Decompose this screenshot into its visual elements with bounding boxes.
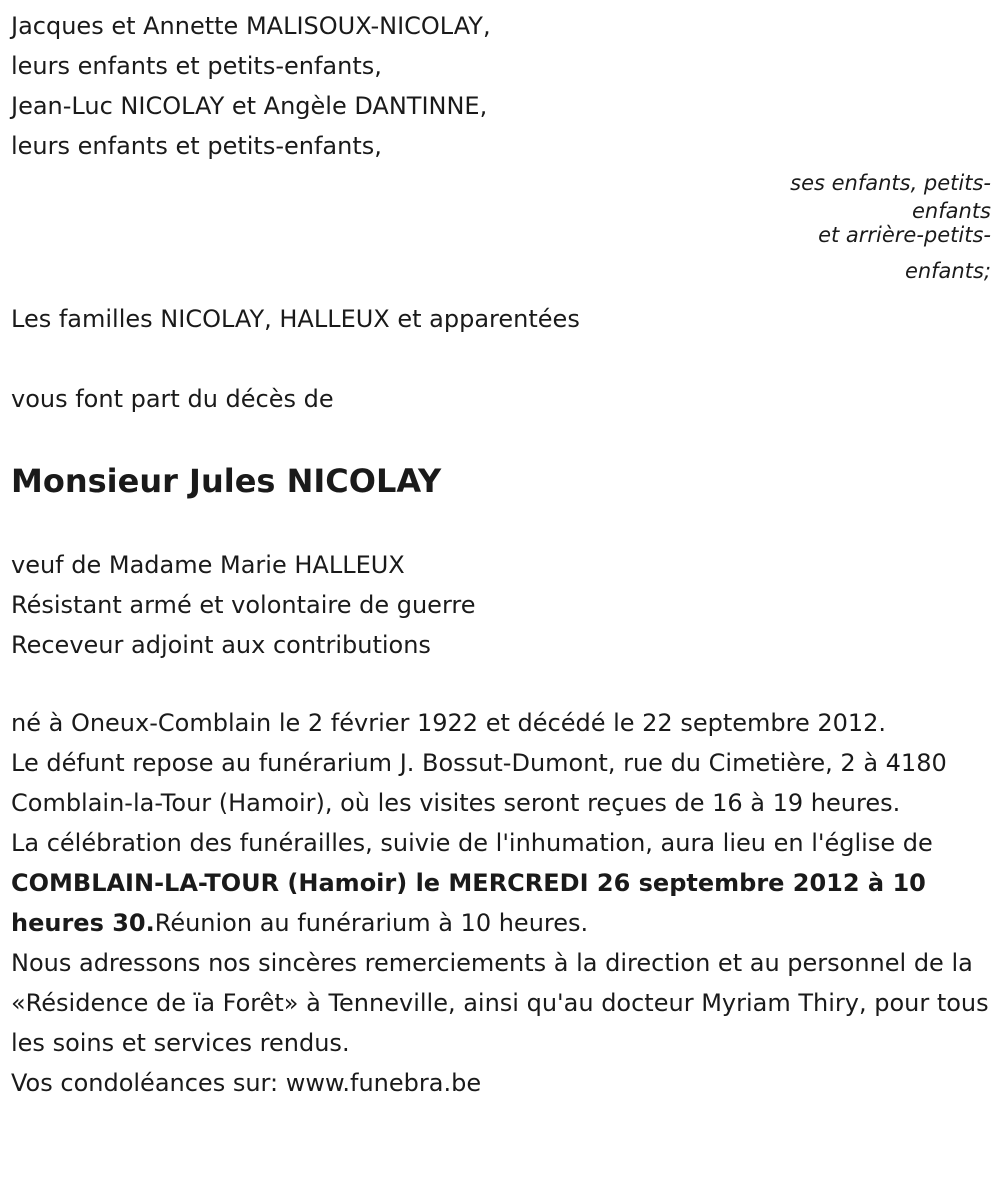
deceased-titles — [11, 545, 991, 665]
thanks-paragraph: Nous adressons nos sincères remerciements à la direction et au personnel de la «Résidence de ïa Forêt» à Tenneville, ainsi qu'au docteur Myriam Thiry, pour tous les soins et services rendus. — [11, 949, 989, 1057]
ceremony-date-place: COMBLAIN-LA-TOUR (Hamoir) le MERCREDI 26 septembre 2012 à 10 heures 30. — [11, 869, 926, 937]
ceremony-gathering: Réunion au funérarium à 10 heures. — [154, 909, 589, 937]
family-line: Jacques et Annette MALISOUX-NICOLAY, — [11, 12, 491, 40]
descendants-note-line: ses enfants, petits- — [790, 171, 991, 195]
relatives-line: Les familles NICOLAY, HALLEUX et apparentées — [11, 305, 580, 333]
family-line: Jean-Luc NICOLAY et Angèle DANTINNE, — [11, 92, 488, 120]
ceremony-paragraph — [11, 823, 991, 943]
family-line: leurs enfants et petits-enfants, — [11, 132, 382, 160]
wake-paragraph: Le défunt repose au funérarium J. Bossut-Dumont, rue du Cimetière, 2 à 4180 Comblain-la-Tour (Hamoir), où les visites seront reçues de 16 à 19 heures. — [11, 749, 947, 817]
deceased-title-line: veuf de Madame Marie HALLEUX — [11, 551, 405, 579]
death-notice — [11, 0, 991, 1103]
birth-death-paragraph: né à Oneux-Comblain le 2 février 1922 et décédé le 22 septembre 2012. — [11, 709, 887, 737]
descendants-note — [11, 168, 991, 295]
deceased-title-line: Receveur adjoint aux contributions — [11, 631, 431, 659]
condolences-line: Vos condoléances sur: www.funebra.be — [11, 1069, 482, 1097]
descendants-note-line: et arrière-petits- — [818, 223, 991, 247]
descendants-note-line: enfants — [912, 199, 991, 223]
deceased-name: Monsieur Jules NICOLAY — [11, 462, 442, 500]
ceremony-intro: La célébration des funérailles, suivie de l'inhumation, aura lieu en l'église de — [11, 829, 933, 857]
announcement-line: vous font part du décès de — [11, 385, 334, 413]
family-list — [11, 6, 991, 166]
descendants-note-line: enfants; — [904, 259, 991, 283]
deceased-title-line: Résistant armé et volontaire de guerre — [11, 591, 476, 619]
family-line: leurs enfants et petits-enfants, — [11, 52, 382, 80]
